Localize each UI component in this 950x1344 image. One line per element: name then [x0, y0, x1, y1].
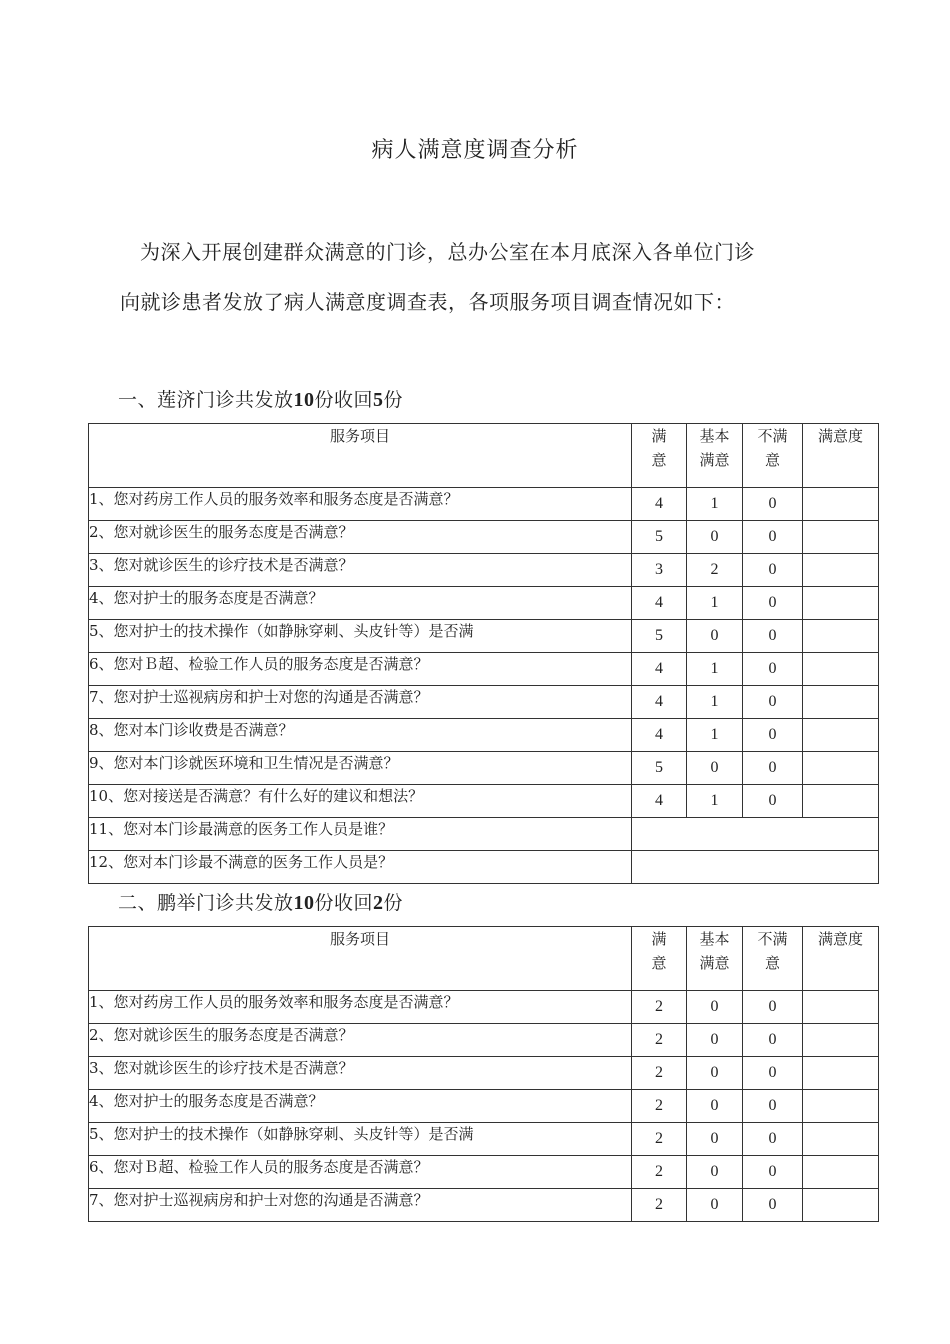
satisfied-count: 2	[632, 991, 687, 1024]
satisfaction-degree-cell	[803, 620, 879, 653]
basic-satisfied-count: 1	[687, 686, 743, 719]
table-row	[89, 686, 879, 719]
question-text: 6、您对Ｂ超、检验工作人员的服务态度是否满意？	[89, 653, 632, 686]
section-mid: 份收回	[314, 892, 374, 914]
satisfaction-degree-cell	[803, 1123, 879, 1156]
basic-satisfied-count: 0	[687, 1156, 743, 1189]
table-row	[89, 1189, 879, 1222]
question-text: 1、您对药房工作人员的服务效率和服务态度是否满意？	[89, 488, 632, 521]
table-row	[89, 991, 879, 1024]
section-prefix: 二、鹏举门诊共发放	[118, 892, 294, 914]
satisfaction-degree-cell	[803, 1189, 879, 1222]
table-row	[89, 521, 879, 554]
table-row	[89, 1090, 879, 1123]
satisfaction-degree-cell	[803, 521, 879, 554]
unsatisfied-count: 0	[743, 1057, 803, 1090]
section-suffix: 份	[383, 892, 404, 914]
table-row	[89, 488, 879, 521]
table-row	[89, 752, 879, 785]
intro-line-1: 为深入开展创建群众满意的门诊，总办公室在本月底深入各单位门诊	[140, 240, 755, 264]
question-text: 8、您对本门诊收费是否满意？	[89, 719, 632, 752]
basic-satisfied-count: 1	[687, 785, 743, 818]
question-text: 7、您对护士巡视病房和护士对您的沟通是否满意？	[89, 686, 632, 719]
header-unsatisfied-line2: 意	[764, 451, 780, 469]
satisfied-count: 5	[632, 752, 687, 785]
basic-satisfied-count: 0	[687, 991, 743, 1024]
question-text: 7、您对护士巡视病房和护士对您的沟通是否满意？	[89, 1189, 632, 1222]
page-title: 病人满意度调查分析	[371, 138, 579, 163]
unsatisfied-count: 0	[743, 686, 803, 719]
satisfied-count: 2	[632, 1156, 687, 1189]
satisfied-count: 4	[632, 719, 687, 752]
table-row	[89, 653, 879, 686]
answer-cell	[632, 851, 879, 884]
question-text: 12、您对本门诊最不满意的医务工作人员是？	[89, 851, 632, 884]
issued-count: 10	[293, 389, 315, 411]
satisfied-count: 4	[632, 488, 687, 521]
table-row-open-question	[89, 851, 879, 884]
satisfied-count: 2	[632, 1189, 687, 1222]
basic-satisfied-count: 1	[687, 488, 743, 521]
satisfied-count: 4	[632, 653, 687, 686]
returned-count: 5	[373, 389, 384, 411]
table-row	[89, 620, 879, 653]
basic-satisfied-count: 0	[687, 1123, 743, 1156]
unsatisfied-count: 0	[743, 752, 803, 785]
question-text: 2、您对就诊医生的服务态度是否满意？	[89, 521, 632, 554]
unsatisfied-count: 0	[743, 488, 803, 521]
question-text: 4、您对护士的服务态度是否满意？	[89, 1090, 632, 1123]
header-satisfaction-degree: 满意度	[803, 424, 879, 488]
table-header-row	[89, 927, 879, 991]
unsatisfied-count: 0	[743, 785, 803, 818]
table-row	[89, 785, 879, 818]
unsatisfied-count: 0	[743, 620, 803, 653]
header-satisfied-line1: 满	[651, 930, 667, 948]
header-basic-satisfied	[687, 424, 743, 488]
satisfaction-degree-cell	[803, 785, 879, 818]
unsatisfied-count: 0	[743, 653, 803, 686]
satisfaction-degree-cell	[803, 554, 879, 587]
table-row	[89, 587, 879, 620]
basic-satisfied-count: 1	[687, 719, 743, 752]
unsatisfied-count: 0	[743, 1024, 803, 1057]
section-prefix: 一、莲济门诊共发放	[118, 389, 294, 411]
table-row	[89, 554, 879, 587]
table-row	[89, 1057, 879, 1090]
question-text: 5、您对护士的技术操作（如静脉穿刺、头皮针等）是否满	[89, 620, 632, 653]
header-satisfied-line1: 满	[651, 427, 667, 445]
section-heading-2	[118, 888, 403, 915]
header-service-item: 服务项目	[89, 424, 632, 488]
question-text: 3、您对就诊医生的诊疗技术是否满意？	[89, 554, 632, 587]
header-basic-satisfied	[687, 927, 743, 991]
unsatisfied-count: 0	[743, 991, 803, 1024]
survey-table-2	[88, 926, 879, 1222]
table-row	[89, 1024, 879, 1057]
header-service-item: 服务项目	[89, 927, 632, 991]
header-basic-line1: 基本	[699, 930, 730, 948]
unsatisfied-count: 0	[743, 554, 803, 587]
header-unsatisfied-line1: 不满	[757, 930, 788, 948]
satisfaction-degree-cell	[803, 719, 879, 752]
basic-satisfied-count: 0	[687, 620, 743, 653]
table-row	[89, 719, 879, 752]
basic-satisfied-count: 1	[687, 653, 743, 686]
satisfied-count: 2	[632, 1090, 687, 1123]
basic-satisfied-count: 0	[687, 1189, 743, 1222]
header-unsatisfied	[743, 424, 803, 488]
question-text: 11、您对本门诊最满意的医务工作人员是谁？	[89, 818, 632, 851]
header-satisfaction-degree: 满意度	[803, 927, 879, 991]
section-mid: 份收回	[314, 389, 374, 411]
basic-satisfied-count: 0	[687, 1057, 743, 1090]
question-text: 9、您对本门诊就医环境和卫生情况是否满意？	[89, 752, 632, 785]
header-satisfied	[632, 424, 687, 488]
satisfaction-degree-cell	[803, 1024, 879, 1057]
table-row	[89, 1156, 879, 1189]
unsatisfied-count: 0	[743, 719, 803, 752]
basic-satisfied-count: 0	[687, 1024, 743, 1057]
basic-satisfied-count: 2	[687, 554, 743, 587]
satisfaction-degree-cell	[803, 587, 879, 620]
header-satisfied-line2: 意	[651, 954, 667, 972]
table-header-row	[89, 424, 879, 488]
question-text: 5、您对护士的技术操作（如静脉穿刺、头皮针等）是否满	[89, 1123, 632, 1156]
satisfaction-degree-cell	[803, 1090, 879, 1123]
header-unsatisfied-line1: 不满	[757, 427, 788, 445]
header-unsatisfied-line2: 意	[764, 954, 780, 972]
satisfied-count: 4	[632, 686, 687, 719]
satisfied-count: 4	[632, 785, 687, 818]
table-row	[89, 1123, 879, 1156]
answer-cell	[632, 818, 879, 851]
section-suffix: 份	[383, 389, 404, 411]
table-row-open-question	[89, 818, 879, 851]
unsatisfied-count: 0	[743, 1189, 803, 1222]
unsatisfied-count: 0	[743, 1090, 803, 1123]
question-text: 10、您对接送是否满意？有什么好的建议和想法？	[89, 785, 632, 818]
question-text: 3、您对就诊医生的诊疗技术是否满意？	[89, 1057, 632, 1090]
survey-table-1	[88, 423, 879, 884]
satisfaction-degree-cell	[803, 752, 879, 785]
satisfaction-degree-cell	[803, 488, 879, 521]
header-satisfied	[632, 927, 687, 991]
basic-satisfied-count: 0	[687, 521, 743, 554]
satisfaction-degree-cell	[803, 653, 879, 686]
question-text: 1、您对药房工作人员的服务效率和服务态度是否满意？	[89, 991, 632, 1024]
satisfied-count: 2	[632, 1057, 687, 1090]
question-text: 2、您对就诊医生的服务态度是否满意？	[89, 1024, 632, 1057]
satisfaction-degree-cell	[803, 991, 879, 1024]
question-text: 4、您对护士的服务态度是否满意？	[89, 587, 632, 620]
header-basic-line2: 满意	[699, 451, 730, 469]
unsatisfied-count: 0	[743, 1123, 803, 1156]
header-basic-line1: 基本	[699, 427, 730, 445]
question-text: 6、您对Ｂ超、检验工作人员的服务态度是否满意？	[89, 1156, 632, 1189]
header-basic-line2: 满意	[699, 954, 730, 972]
satisfied-count: 5	[632, 521, 687, 554]
unsatisfied-count: 0	[743, 1156, 803, 1189]
satisfied-count: 2	[632, 1123, 687, 1156]
satisfied-count: 2	[632, 1024, 687, 1057]
header-unsatisfied	[743, 927, 803, 991]
satisfied-count: 3	[632, 554, 687, 587]
satisfied-count: 5	[632, 620, 687, 653]
satisfied-count: 4	[632, 587, 687, 620]
intro-line-2: 向就诊患者发放了病人满意度调查表，各项服务项目调查情况如下：	[120, 290, 735, 314]
satisfaction-degree-cell	[803, 1057, 879, 1090]
issued-count: 10	[293, 892, 315, 914]
basic-satisfied-count: 0	[687, 752, 743, 785]
satisfaction-degree-cell	[803, 686, 879, 719]
satisfaction-degree-cell	[803, 1156, 879, 1189]
basic-satisfied-count: 1	[687, 587, 743, 620]
basic-satisfied-count: 0	[687, 1090, 743, 1123]
unsatisfied-count: 0	[743, 521, 803, 554]
header-satisfied-line2: 意	[651, 451, 667, 469]
unsatisfied-count: 0	[743, 587, 803, 620]
section-heading-1	[118, 385, 403, 412]
returned-count: 2	[373, 892, 384, 914]
